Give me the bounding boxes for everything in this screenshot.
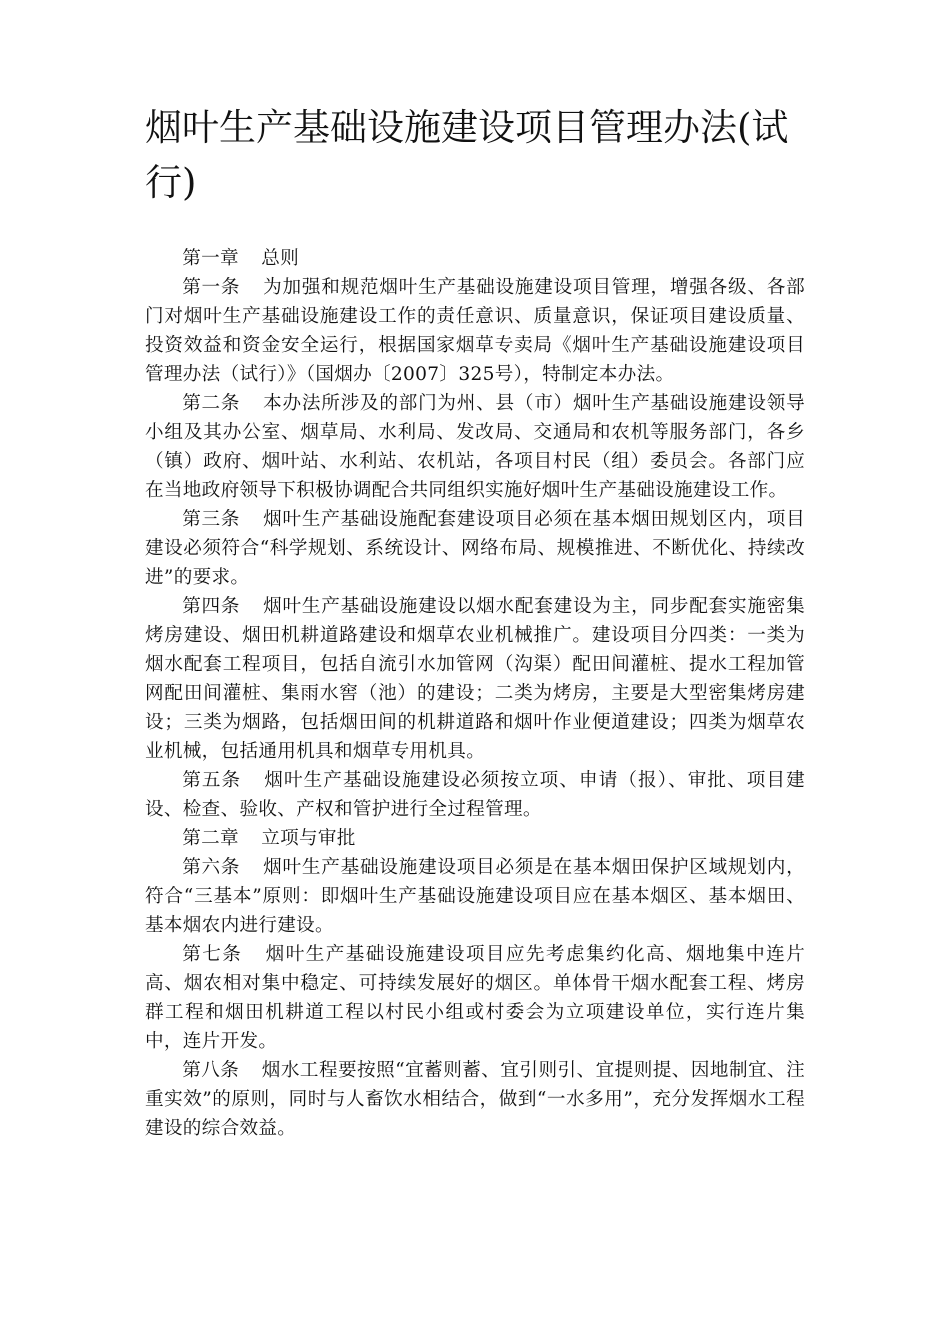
article-paragraph — [145, 940, 805, 1056]
article-paragraph — [145, 1056, 805, 1143]
article-label: 第五条 — [182, 770, 242, 791]
article-paragraph — [145, 505, 805, 592]
chapter-title: 立项与审批 — [261, 828, 356, 849]
article-label: 第七条 — [182, 944, 243, 965]
chapter-label: 第一章 — [182, 248, 239, 269]
chapter-label: 第二章 — [182, 828, 239, 849]
article-text: 烟叶生产基础设施建设项目必须是在基本烟田保护区域规划内，符合“三基本”原则：即烟叶生产基础设施建设项目应在基本烟区、基本烟田、基本烟农内进行建设。 — [145, 857, 806, 936]
article-text: 为加强和规范烟叶生产基础设施建设项目管理，增强各级、各部门对烟叶生产基础设施建设工作的责任意识、质量意识，保证项目建设质量、投资效益和资金安全运行，根据国家烟草专卖局《烟叶生产基础设施建设项目管理办法（试行）》（国烟办〔2007〕325号），特制定本办法。 — [145, 277, 806, 385]
article-paragraph — [145, 592, 805, 766]
article-paragraph — [145, 389, 805, 505]
article-text: 烟叶生产基础设施建设以烟水配套建设为主，同步配套实施密集烤房建设、烟田机耕道路建设和烟草农业机械推广。建设项目分四类：一类为烟水配套工程项目，包括自流引水加管网（沟渠）配田间灌桩、提水工程加管网配田间灌桩、集雨水窖（池）的建设；二类为烤房，主要是大型密集烤房建设；三类为烟路，包括烟田间的机耕道路和烟叶作业便道建设；四类为烟草农业机械，包括通用机具和烟草专用机具。 — [145, 596, 806, 762]
article-text: 烟叶生产基础设施建设必须按立项、申请（报）、审批、项目建设、检查、验收、产权和管护进行全过程管理。 — [145, 770, 805, 820]
article-label: 第二条 — [182, 393, 241, 414]
chapter-heading — [145, 824, 805, 853]
article-paragraph — [145, 853, 805, 940]
article-text: 本办法所涉及的部门为州、县（市）烟叶生产基础设施建设领导小组及其办公室、烟草局、水利局、发改局、交通局和农机等服务部门，各乡（镇）政府、烟叶站、水利站、农机站，各项目村民（组）委员会。各部门应在当地政府领导下积极协调配合共同组织实施好烟叶生产基础设施建设工作。 — [145, 393, 806, 501]
article-paragraph — [145, 273, 805, 389]
article-text: 烟叶生产基础设施配套建设项目必须在基本烟田规划区内，项目建设必须符合“科学规划、系统设计、网络布局、规模推进、不断优化、持续改进”的要求。 — [145, 509, 806, 588]
article-text: 烟叶生产基础设施建设项目应先考虑集约化高、烟地集中连片高、烟农相对集中稳定、可持续发展好的烟区。单体骨干烟水配套工程、烤房群工程和烟田机耕道工程以村民小组或村委会为立项建设单位，实行连片集中，连片开发。 — [145, 944, 805, 1052]
article-text: 烟水工程要按照“宜蓄则蓄、宜引则引、宜提则提、因地制宜、注重实效”的原则，同时与人畜饮水相结合，做到“一水多用”，充分发挥烟水工程建设的综合效益。 — [145, 1060, 805, 1139]
document-title: 烟叶生产基础设施建设项目管理办法(试行) — [145, 106, 789, 204]
chapter-heading — [145, 244, 805, 273]
article-label: 第八条 — [182, 1060, 240, 1081]
document-body — [145, 244, 805, 1143]
article-label: 第三条 — [182, 509, 241, 530]
chapter-title: 总则 — [261, 248, 299, 269]
article-paragraph — [145, 766, 805, 824]
article-label: 第六条 — [182, 857, 241, 878]
article-label: 第一条 — [182, 277, 241, 298]
article-label: 第四条 — [182, 596, 241, 617]
